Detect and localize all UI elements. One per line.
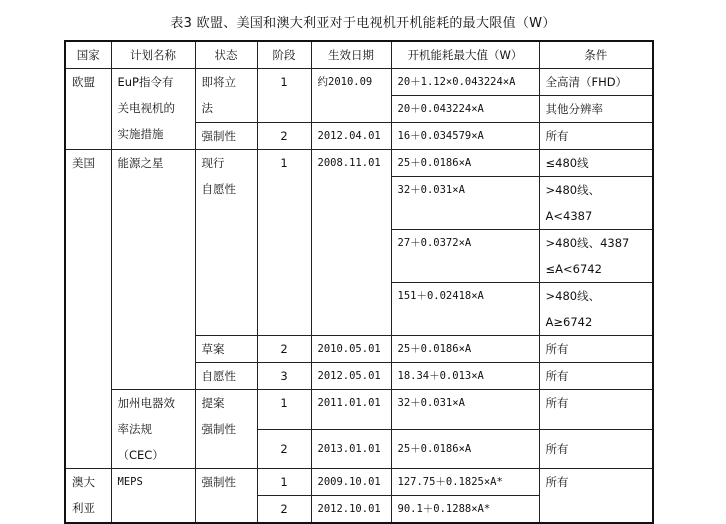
date-cell: 2012.05.01 [311,363,391,390]
date-cell: 2008.11.01 [311,150,391,336]
program-eup: EuP指令有 关电视机的 实施措施 [111,69,195,150]
status-us-proposal: 提案 强制性 [195,390,257,469]
header-program: 计划名称 [111,41,195,69]
date-cell: 2009.10.01 [311,469,391,496]
header-status: 状态 [195,41,257,69]
status-us-current: 现行 自愿性 [195,150,257,336]
formula-cell: 25＋0.0186×A [391,429,539,469]
condition-cell: 所有 [539,123,653,150]
stage-cell: 1 [257,150,311,336]
country-us: 美国 [65,150,111,469]
formula-cell: 20＋0.043224×A [391,96,539,123]
header-date: 生效日期 [311,41,391,69]
table-row [65,469,653,496]
formula-cell: 18.34＋0.013×A [391,363,539,390]
stage-cell: 2 [257,336,311,363]
formula-cell: 32＋0.031×A [391,177,539,230]
formula-cell: 32＋0.031×A [391,390,539,430]
condition-cell: >480线、4387 ≤A<6742 [539,230,653,283]
table-title: 表3 欧盟、美国和澳大利亚对于电视机开机能耗的最大限值（W） [170,16,556,31]
table-row [65,390,653,430]
condition-cell: 其他分辨率 [539,96,653,123]
tv-power-limits-table [64,40,654,524]
formula-cell: 16＋0.034579×A [391,123,539,150]
condition-cell: ≤480线 [539,150,653,177]
program-cec: 加州电器效 率法规 （CEC） [111,390,195,469]
table-row [65,150,653,177]
condition-cell: >480线、A<4387 [539,177,653,230]
stage-cell: 1 [257,69,311,123]
condition-cell: 所有 [539,469,653,524]
stage-cell: 2 [257,429,311,469]
header-max-power: 开机能耗最大值（W） [391,41,539,69]
header-stage: 阶段 [257,41,311,69]
condition-cell: 所有 [539,336,653,363]
table-row [65,69,653,96]
stage-cell: 3 [257,363,311,390]
date-cell: 2011.01.01 [311,390,391,430]
stage-cell: 1 [257,469,311,496]
condition-cell: 全高清（FHD） [539,69,653,96]
status-eu-mandatory: 强制性 [195,123,257,150]
program-meps: MEPS [111,469,195,524]
formula-cell: 25＋0.0186×A [391,150,539,177]
status-us-voluntary: 自愿性 [195,363,257,390]
header-country: 国家 [65,41,111,69]
country-au: 澳大 利亚 [65,469,111,524]
date-cell: 2012.04.01 [311,123,391,150]
condition-cell: >480线、A≥6742 [539,283,653,336]
status-au-mandatory: 强制性 [195,469,257,524]
condition-cell: 所有 [539,363,653,390]
status-us-draft: 草案 [195,336,257,363]
date-cell: 2013.01.01 [311,429,391,469]
country-eu: 欧盟 [65,69,111,150]
date-cell: 约2010.09 [311,69,391,123]
condition-cell: 所有 [539,429,653,469]
status-eu-pending: 即将立 法 [195,69,257,123]
formula-cell: 27＋0.0372×A [391,230,539,283]
date-cell: 2012.10.01 [311,496,391,524]
formula-cell: 20＋1.12×0.043224×A [391,69,539,96]
program-energy-star: 能源之星 [111,150,195,390]
header-row [65,41,653,69]
header-condition: 条件 [539,41,653,69]
stage-cell: 1 [257,390,311,430]
formula-cell: 25＋0.0186×A [391,336,539,363]
date-cell: 2010.05.01 [311,336,391,363]
stage-cell: 2 [257,123,311,150]
condition-cell: 所有 [539,390,653,430]
stage-cell: 2 [257,496,311,524]
formula-cell: 127.75＋0.1825×A* [391,469,539,496]
formula-cell: 151＋0.02418×A [391,283,539,336]
formula-cell: 90.1＋0.1288×A* [391,496,539,524]
